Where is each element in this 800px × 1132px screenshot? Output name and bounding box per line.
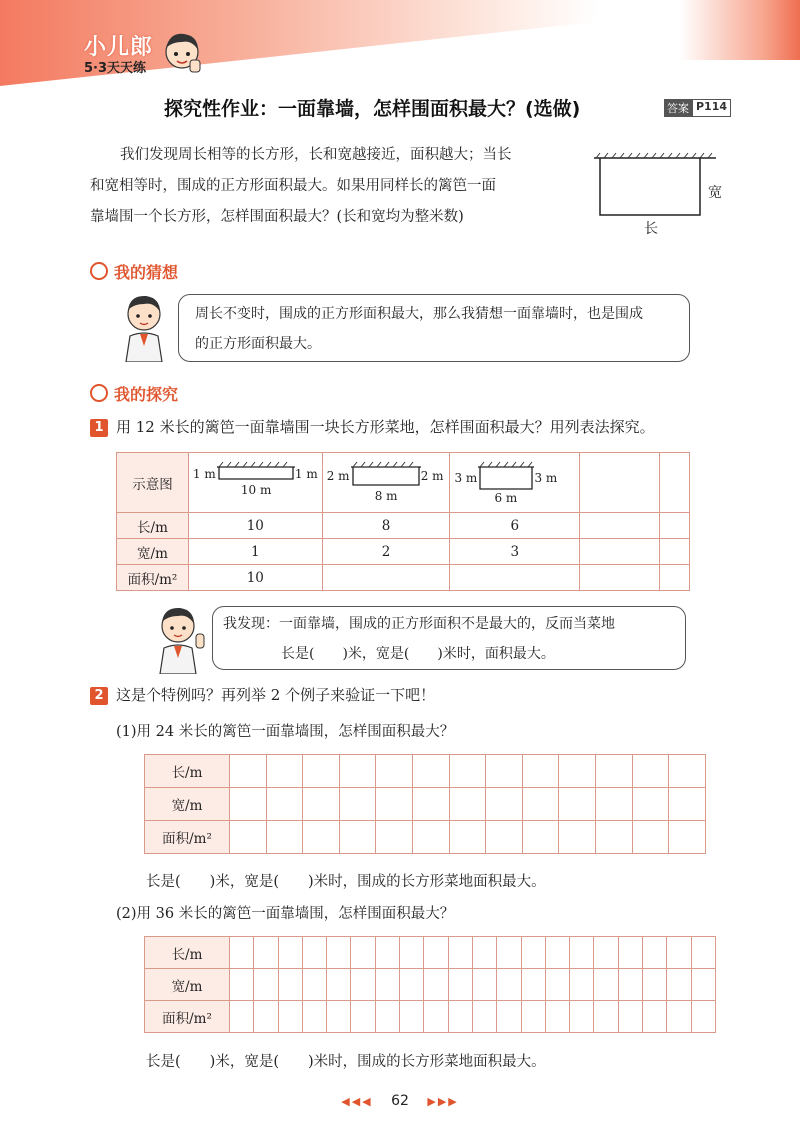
blank-grid-cell[interactable]	[559, 755, 596, 788]
blank-grid-cell[interactable]	[230, 821, 267, 854]
boy-mascot-icon	[150, 604, 210, 674]
blank-grid-cell[interactable]	[424, 969, 448, 1001]
row-header: 长/m	[145, 937, 230, 969]
blank-grid-cell[interactable]	[570, 1001, 594, 1033]
sketch-side-right: 1 m	[294, 467, 318, 481]
blank-grid-cell[interactable]	[400, 1001, 424, 1033]
area-cell[interactable]	[322, 565, 450, 591]
sketch-side-left: 2 m	[326, 469, 350, 483]
sketch-cell	[188, 453, 322, 513]
sketch-cell	[322, 453, 450, 513]
magnifier-icon	[90, 262, 108, 280]
blank-grid-cell[interactable]	[522, 755, 559, 788]
sketch-side-left: 3 m	[454, 471, 478, 485]
blank-grid-cell[interactable]	[254, 1001, 278, 1033]
blank-grid-cell[interactable]	[266, 788, 303, 821]
row-header: 宽/m	[145, 969, 230, 1001]
diagram-width-label: 宽	[708, 185, 722, 201]
blank-grid-cell[interactable]	[254, 937, 278, 969]
width-cell: 3	[450, 539, 580, 565]
blank-grid-cell[interactable]	[302, 1001, 326, 1033]
blank-grid-cell[interactable]	[643, 1001, 667, 1033]
blank-grid-cell[interactable]	[351, 1001, 375, 1033]
length-cell: 6	[450, 513, 580, 539]
blank-grid-cell[interactable]	[667, 937, 691, 969]
blank-grid-cell[interactable]	[376, 821, 413, 854]
blank-grid-cell[interactable]	[413, 788, 450, 821]
blank-grid-cell[interactable]	[449, 755, 486, 788]
table-row	[145, 755, 706, 788]
question-1	[90, 416, 655, 437]
blank-grid-cell[interactable]	[339, 821, 376, 854]
header-corner-right	[680, 0, 800, 60]
question-1-text: 用 12 米长的篱笆一面靠墙围一块长方形菜地，怎样围面积最大？用列表法探究。	[116, 418, 655, 436]
blank-grid-cell[interactable]	[266, 821, 303, 854]
blank-grid-cell[interactable]	[230, 788, 267, 821]
magnifier-icon	[90, 384, 108, 402]
page-number: 62	[391, 1093, 409, 1109]
area-cell[interactable]	[580, 565, 660, 591]
blank-grid-cell[interactable]	[230, 755, 267, 788]
finding-speech-bubble	[212, 606, 686, 670]
blank-grid-cell[interactable]	[691, 937, 715, 969]
blank-grid-cell[interactable]	[643, 969, 667, 1001]
blank-grid-cell[interactable]	[448, 969, 472, 1001]
length-cell[interactable]	[580, 513, 660, 539]
width-cell[interactable]	[660, 539, 690, 565]
brand-subtitle: 5·3天天练	[84, 61, 147, 76]
blank-grid-cell[interactable]	[449, 788, 486, 821]
empty-cell[interactable]	[580, 453, 660, 513]
q2-table-24m	[144, 754, 706, 854]
blank-grid-cell[interactable]	[521, 1001, 545, 1033]
mascot-icon	[162, 30, 202, 76]
answer-badge	[664, 99, 731, 117]
blank-grid-cell[interactable]	[618, 937, 642, 969]
length-cell: 8	[322, 513, 450, 539]
table-row	[145, 788, 706, 821]
blank-grid-cell[interactable]	[669, 821, 706, 854]
sketch-bottom: 8 m	[374, 489, 398, 503]
blank-grid-cell[interactable]	[339, 788, 376, 821]
blank-grid-cell[interactable]	[351, 937, 375, 969]
q1-table	[116, 452, 690, 591]
blank-grid-cell[interactable]	[327, 969, 351, 1001]
guess-heading-text: 我的猜想	[114, 263, 179, 282]
blank-grid-cell[interactable]	[254, 969, 278, 1001]
table-row	[145, 969, 716, 1001]
brand-logo: 小儿郎	[84, 35, 154, 60]
sub-question-2-answer[interactable]: 长是( )米，宽是( )米时，围成的长方形菜地面积最大。	[146, 1054, 546, 1070]
blank-grid-cell[interactable]	[596, 755, 633, 788]
blank-grid-cell[interactable]	[472, 937, 496, 969]
sketch-cell	[450, 453, 580, 513]
length-cell: 10	[188, 513, 322, 539]
prev-arrows-icon: ◀◀◀	[341, 1095, 373, 1108]
blank-grid-cell[interactable]	[278, 937, 302, 969]
blank-grid-cell[interactable]	[472, 969, 496, 1001]
blank-grid-cell[interactable]	[632, 788, 669, 821]
blank-grid-cell[interactable]	[302, 969, 326, 1001]
intro-paragraph	[90, 140, 590, 233]
blank-grid-cell[interactable]	[545, 1001, 569, 1033]
blank-grid-cell[interactable]	[448, 1001, 472, 1033]
table-row	[117, 513, 690, 539]
page-title: 探究性作业：一面靠墙，怎样围面积最大？(选做)	[164, 98, 581, 120]
area-cell[interactable]	[450, 565, 580, 591]
intro-line: 靠墙围一个长方形，怎样围面积最大？(长和宽均为整米数)	[90, 209, 464, 225]
blank-grid-cell[interactable]	[667, 969, 691, 1001]
blank-grid-cell[interactable]	[413, 821, 450, 854]
blank-grid-cell[interactable]	[667, 1001, 691, 1033]
intro-line: 和宽相等时，围成的正方形面积最大。如果用同样长的篱笆一面	[90, 178, 496, 194]
answer-badge-page: P114	[692, 99, 731, 117]
blank-grid-cell[interactable]	[618, 1001, 642, 1033]
sub-question-2: (2)用 36 米长的篱笆一面靠墙围，怎样围面积最大？	[116, 906, 455, 922]
blank-grid-cell[interactable]	[521, 937, 545, 969]
area-cell[interactable]	[660, 565, 690, 591]
blank-grid-cell[interactable]	[302, 937, 326, 969]
explore-heading-text: 我的探究	[114, 385, 179, 404]
blank-grid-cell[interactable]	[559, 821, 596, 854]
blank-grid-cell[interactable]	[375, 1001, 399, 1033]
blank-grid-cell[interactable]	[669, 755, 706, 788]
row-header: 面积/m²	[145, 1001, 230, 1033]
diagram-length-label: 长	[644, 221, 658, 237]
blank-grid-cell[interactable]	[424, 1001, 448, 1033]
blank-grid-cell[interactable]	[618, 969, 642, 1001]
blank-grid-cell[interactable]	[278, 1001, 302, 1033]
blank-grid-cell[interactable]	[596, 788, 633, 821]
sketch-bottom: 10 m	[240, 483, 272, 497]
table-row	[145, 937, 716, 969]
blank-grid-cell[interactable]	[303, 755, 340, 788]
blank-grid-cell[interactable]	[497, 937, 521, 969]
guess-line: 周长不变时，围成的正方形面积最大，那么我猜想一面靠墙时，也是围成	[195, 306, 643, 322]
answer-badge-label: 答案	[664, 99, 692, 117]
row-header: 宽/m	[145, 788, 230, 821]
page-footer	[0, 1093, 800, 1109]
sketch-side-left: 1 m	[192, 467, 216, 481]
explore-heading	[90, 382, 178, 405]
blank-grid-cell[interactable]	[448, 937, 472, 969]
guess-heading	[90, 260, 178, 283]
guess-speech-bubble	[178, 294, 690, 362]
blank-grid-cell[interactable]	[594, 969, 618, 1001]
next-arrows-icon: ▶▶▶	[427, 1095, 459, 1108]
row-header: 长/m	[117, 513, 189, 539]
blank-grid-cell[interactable]	[545, 969, 569, 1001]
blank-grid-cell[interactable]	[521, 969, 545, 1001]
table-row	[145, 1001, 716, 1033]
blank-grid-cell[interactable]	[339, 755, 376, 788]
blank-grid-cell[interactable]	[375, 937, 399, 969]
row-header: 面积/m²	[117, 565, 189, 591]
question-2	[90, 684, 435, 705]
blank-grid-cell[interactable]	[230, 937, 254, 969]
blank-grid-cell[interactable]	[376, 755, 413, 788]
blank-grid-cell[interactable]	[351, 969, 375, 1001]
blank-grid-cell[interactable]	[266, 755, 303, 788]
q2-table-36m	[144, 936, 716, 1033]
row-header: 面积/m²	[145, 821, 230, 854]
blank-grid-cell[interactable]	[424, 937, 448, 969]
blank-grid-cell[interactable]	[449, 821, 486, 854]
blank-grid-cell[interactable]	[497, 1001, 521, 1033]
blank-grid-cell[interactable]	[278, 969, 302, 1001]
blank-grid-cell[interactable]	[400, 969, 424, 1001]
blank-grid-cell[interactable]	[545, 937, 569, 969]
blank-grid-cell[interactable]	[596, 821, 633, 854]
width-cell: 2	[322, 539, 450, 565]
length-cell[interactable]	[660, 513, 690, 539]
blank-grid-cell[interactable]	[559, 788, 596, 821]
blank-grid-cell[interactable]	[400, 937, 424, 969]
finding-line: 长是( )米，宽是( )米时，面积最大。	[281, 646, 555, 662]
blank-grid-cell[interactable]	[522, 788, 559, 821]
blank-grid-cell[interactable]	[570, 937, 594, 969]
table-row	[117, 453, 690, 513]
boy-mascot-icon	[118, 292, 174, 362]
blank-grid-cell[interactable]	[303, 788, 340, 821]
blank-grid-cell[interactable]	[522, 821, 559, 854]
question-number-badge: 1	[90, 419, 108, 437]
table-row	[117, 565, 690, 591]
blank-grid-cell[interactable]	[570, 969, 594, 1001]
blank-grid-cell[interactable]	[230, 1001, 254, 1033]
blank-grid-cell[interactable]	[486, 788, 523, 821]
guess-line: 的正方形面积最大。	[195, 336, 321, 352]
row-header: 宽/m	[117, 539, 189, 565]
blank-grid-cell[interactable]	[669, 788, 706, 821]
width-cell: 1	[188, 539, 322, 565]
intro-line: 我们发现周长相等的长方形，长和宽越接近，面积越大；当长	[120, 147, 512, 163]
blank-grid-cell[interactable]	[486, 821, 523, 854]
sub-question-1-answer[interactable]: 长是( )米，宽是( )米时，围成的长方形菜地面积最大。	[146, 874, 546, 890]
area-cell: 10	[188, 565, 322, 591]
sketch-bottom: 6 m	[494, 491, 518, 505]
sketch-side-right: 2 m	[420, 469, 444, 483]
table-row	[145, 821, 706, 854]
blank-grid-cell[interactable]	[472, 1001, 496, 1033]
blank-grid-cell[interactable]	[632, 821, 669, 854]
blank-grid-cell[interactable]	[643, 937, 667, 969]
blank-grid-cell[interactable]	[303, 821, 340, 854]
blank-grid-cell[interactable]	[230, 969, 254, 1001]
blank-grid-cell[interactable]	[594, 937, 618, 969]
blank-grid-cell[interactable]	[594, 1001, 618, 1033]
blank-grid-cell[interactable]	[486, 755, 523, 788]
row-header: 长/m	[145, 755, 230, 788]
blank-grid-cell[interactable]	[632, 755, 669, 788]
blank-grid-cell[interactable]	[327, 1001, 351, 1033]
blank-grid-cell[interactable]	[376, 788, 413, 821]
row-header: 示意图	[117, 453, 189, 513]
question-number-badge: 2	[90, 687, 108, 705]
blank-grid-cell[interactable]	[375, 969, 399, 1001]
blank-grid-cell[interactable]	[691, 1001, 715, 1033]
blank-grid-cell[interactable]	[691, 969, 715, 1001]
sketch-side-right: 3 m	[534, 471, 558, 485]
empty-cell[interactable]	[660, 453, 690, 513]
blank-grid-cell[interactable]	[497, 969, 521, 1001]
finding-line: 我发现：一面靠墙，围成的正方形面积不是最大的，反而当菜地	[223, 616, 615, 632]
table-row	[117, 539, 690, 565]
blank-grid-cell[interactable]	[327, 937, 351, 969]
blank-grid-cell[interactable]	[413, 755, 450, 788]
question-2-text: 这是个特例吗？再列举 2 个例子来验证一下吧！	[116, 686, 436, 704]
sub-question-1: (1)用 24 米长的篱笆一面靠墙围，怎样围面积最大？	[116, 724, 455, 740]
width-cell[interactable]	[580, 539, 660, 565]
